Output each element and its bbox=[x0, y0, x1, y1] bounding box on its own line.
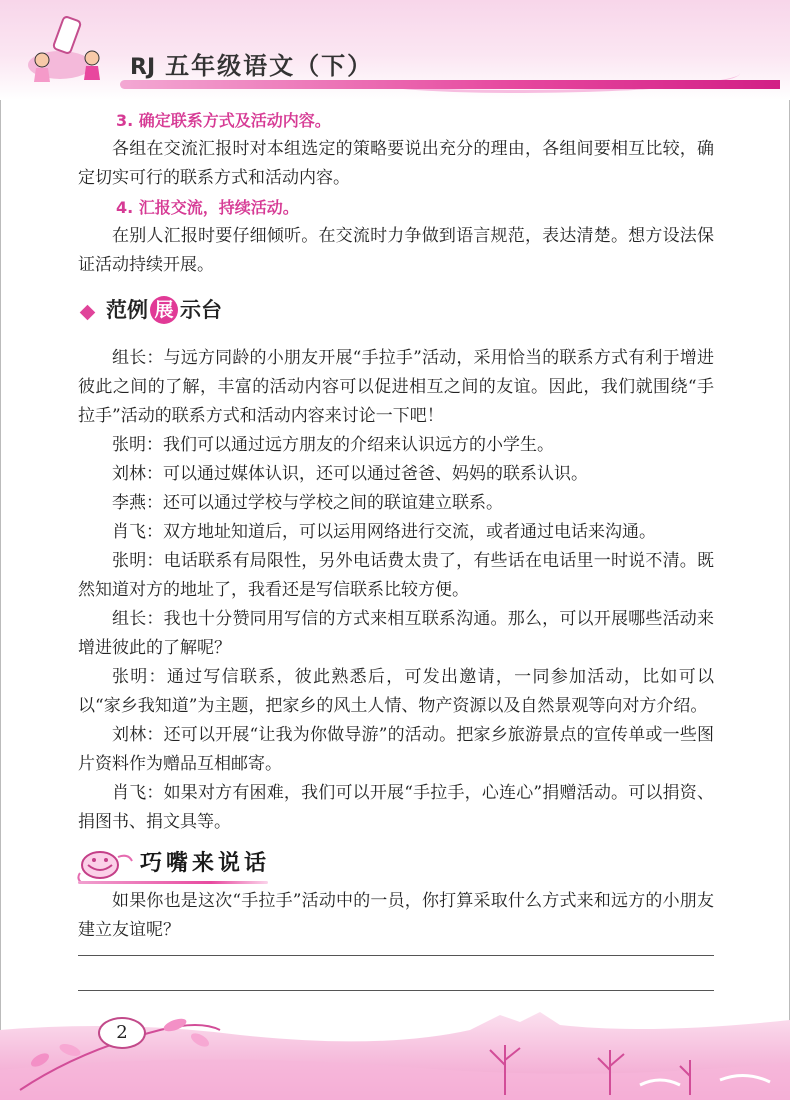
dialogue-line: 张明：通过写信联系，彼此熟悉后，可发出邀请，一同参加活动，比如可以以“家乡我知道”为主题，把家乡的风土人情、物产资源以及自然景观等向对方介绍。 bbox=[78, 667, 714, 716]
dialogue-line: 组长：与远方同龄的小朋友开展“手拉手”活动，采用恰当的联系方式有利于增进彼此之间的了解，丰富的活动内容可以促进相互之间的友谊。因此，我们就围绕“手拉手”活动的联系方式和活动内容来讨论一下吧！ bbox=[78, 348, 714, 426]
speak-section-header bbox=[78, 843, 714, 887]
example-section-header bbox=[78, 294, 714, 334]
dialogue-line: 肖飞：双方地址知道后，可以运用网络进行交流，或者通过电话来沟通。 bbox=[112, 522, 656, 542]
header-rule bbox=[120, 80, 780, 89]
children-illustration bbox=[20, 10, 120, 90]
dialogue-line: 刘林：还可以开展“让我为你做导游”的活动。把家乡旅游景点的宣传单或一些图片资料作为赠品互相邮寄。 bbox=[78, 725, 714, 774]
step-4-title: 4. 汇报交流，持续活动。 bbox=[116, 198, 299, 217]
example-section-title bbox=[106, 296, 222, 325]
book-title-text: 五年级语文（下） bbox=[165, 52, 374, 80]
page-number: 2 bbox=[98, 1017, 146, 1049]
section-title-part-a: 范例 bbox=[106, 298, 148, 322]
step-3-body: 各组在交流汇报时对本组选定的策略要说出充分的理由，各组间要相互比较，确定切实可行的联系方式和活动内容。 bbox=[78, 139, 714, 188]
dialogue-line: 张明：我们可以通过远方朋友的介绍来认识远方的小学生。 bbox=[112, 435, 554, 455]
main-content bbox=[78, 106, 714, 945]
dialogue-line: 组长：我也十分赞同用写信的方式来相互联系沟通。那么，可以开展哪些活动来增进彼此的了解呢？ bbox=[78, 609, 714, 658]
answer-line bbox=[78, 955, 714, 956]
speak-question: 如果你也是这次“手拉手”活动中的一员，你打算采取什么方式来和远方的小朋友建立友谊呢？ bbox=[78, 891, 714, 940]
dialogue-line: 李燕：还可以通过学校与学校之间的联谊建立联系。 bbox=[112, 493, 503, 513]
speak-section-title: 巧嘴来说话 bbox=[140, 851, 271, 876]
dialogue-line: 张明：电话联系有局限性，另外电话费太贵了，有些话在电话里一时说不清。既然知道对方的地址了，我看还是写信联系比较方便。 bbox=[78, 551, 714, 600]
step-4-body: 在别人汇报时要仔细倾听。在交流时力争做到语言规范，表达清楚。想方设法保证活动持续开展。 bbox=[78, 226, 714, 275]
series-code: RJ bbox=[130, 55, 156, 80]
dialogue-line: 肖飞：如果对方有困难，我们可以开展“手拉手，心连心”捐赠活动。可以捐资、捐图书、捐文具等。 bbox=[78, 783, 714, 832]
speak-underline bbox=[78, 881, 268, 884]
book-title bbox=[130, 46, 373, 81]
dialogue bbox=[78, 344, 714, 837]
section-title-badge: 展 bbox=[150, 296, 178, 324]
section-title-part-b: 示台 bbox=[180, 298, 222, 322]
step-3-title: 3. 确定联系方式及活动内容。 bbox=[116, 111, 331, 130]
diamond-icon bbox=[80, 305, 96, 321]
dialogue-line: 刘林：可以通过媒体认识，还可以通过爸爸、妈妈的联系认识。 bbox=[112, 464, 588, 484]
